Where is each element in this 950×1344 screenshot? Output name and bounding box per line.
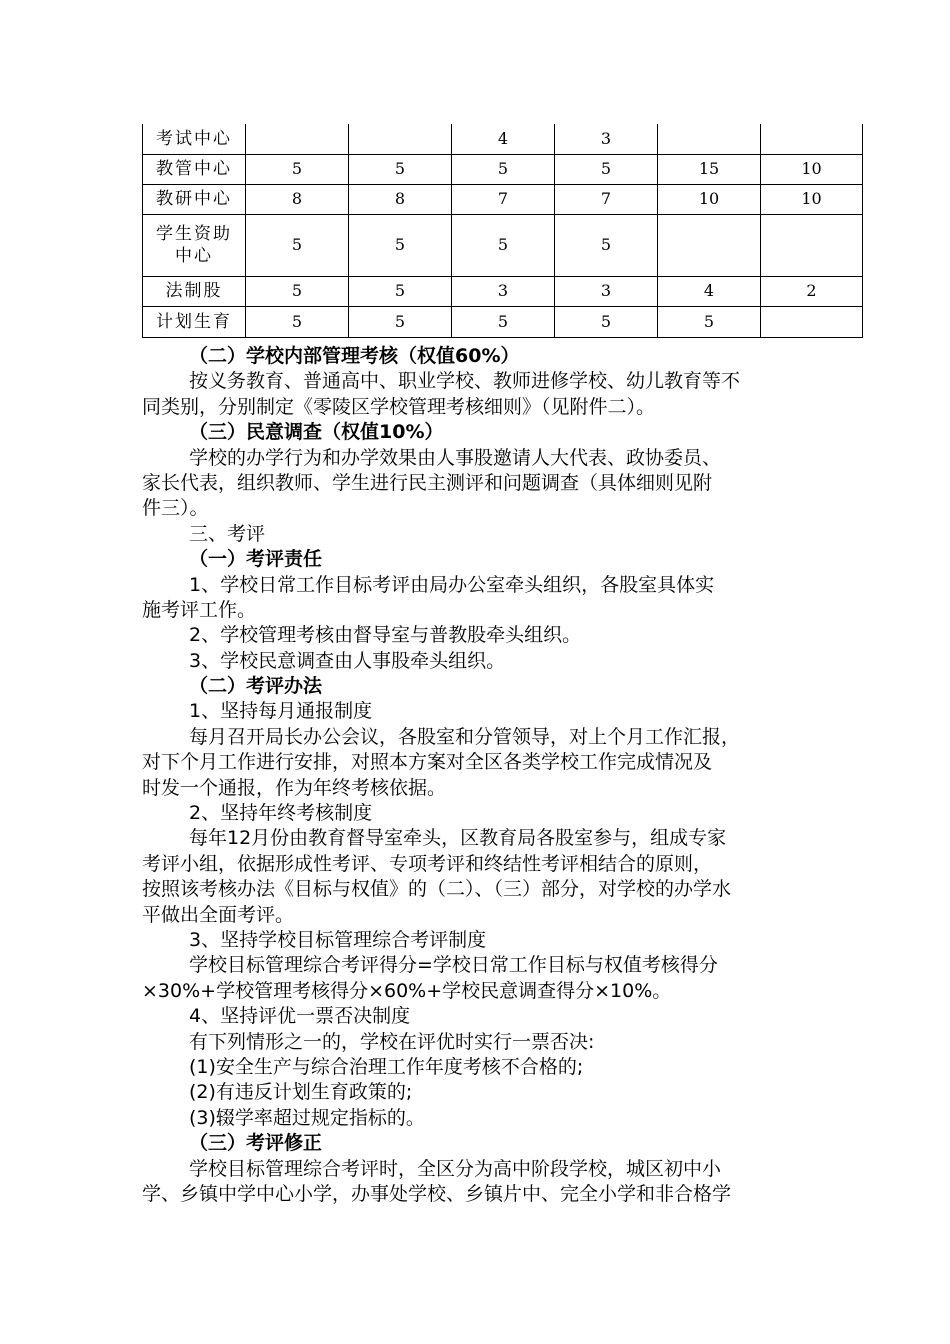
table-cell: 5 <box>555 306 658 337</box>
table-cell: 15 <box>658 154 761 184</box>
table-cell: 8 <box>349 184 452 214</box>
section-heading: （二）考评办法 <box>189 675 323 698</box>
table-cell: 3 <box>555 276 658 306</box>
row-label-line: 学生资助 <box>156 224 232 244</box>
table-cell: 5 <box>246 214 349 276</box>
table-cell: 10 <box>658 184 761 214</box>
table-cell: 5 <box>246 306 349 337</box>
table-cell <box>761 214 863 276</box>
table-row <box>143 154 863 184</box>
table-cell: 5 <box>452 214 555 276</box>
table-cell: 5 <box>555 154 658 184</box>
text-line: (3)辍学率超过规定指标的。 <box>189 1106 425 1129</box>
table-cell: 7 <box>452 184 555 214</box>
row-label: 法制股 <box>143 276 246 306</box>
text-line: 学校目标管理综合考评得分=学校日常工作目标与权值考核得分 <box>189 954 718 977</box>
section-heading: （一）考评责任 <box>189 548 323 571</box>
table-row <box>143 276 863 306</box>
text-line: 3、坚持学校目标管理综合考评制度 <box>189 928 487 951</box>
table-row <box>143 184 863 214</box>
table-cell <box>658 124 761 154</box>
table-cell: 7 <box>555 184 658 214</box>
text-line: 每年12月份由教育督导室牵头，区教育局各股室参与，组成专家 <box>189 827 727 850</box>
table-row <box>143 214 863 276</box>
row-label: 教研中心 <box>143 184 246 214</box>
text-line: 按义务教育、普通高中、职业学校、教师进修学校、幼儿教育等不 <box>189 370 741 393</box>
text-line: 1、学校日常工作目标考评由局办公室牵头组织，各股室具体实 <box>189 573 715 596</box>
table-cell: 5 <box>555 214 658 276</box>
row-label: 教管中心 <box>143 154 246 184</box>
table-cell: 5 <box>246 276 349 306</box>
text-line: 对下个月工作进行安排，对照本方案对全区各类学校工作完成情况及 <box>142 751 713 774</box>
table-cell: 5 <box>349 154 452 184</box>
table-cell: 5 <box>658 306 761 337</box>
text-line: 按照该考核办法《目标与权值》的（二）、（三）部分，对学校的办学水 <box>142 878 732 901</box>
table-cell: 5 <box>349 306 452 337</box>
text-line: 学、乡镇中学中心小学，办事处学校、乡镇片中、完全小学和非合格学 <box>142 1182 732 1205</box>
table-cell <box>349 124 452 154</box>
row-label: 计划生育 <box>143 306 246 337</box>
body-text <box>142 344 822 1207</box>
table-cell: 4 <box>658 276 761 306</box>
section-heading: （三）民意调查（权值10%） <box>189 421 444 444</box>
table-cell: 5 <box>452 306 555 337</box>
text-line: 平做出全面考评。 <box>142 903 295 926</box>
text-line: 2、学校管理考核由督导室与普教股牵头组织。 <box>189 624 582 647</box>
text-line: 1、坚持每月通报制度 <box>189 700 373 723</box>
table-cell: 4 <box>452 124 555 154</box>
text-line: 考评小组，依据形成性考评、专项考评和终结性考评相结合的原则， <box>142 852 713 875</box>
text-line: 同类别，分别制定《零陵区学校管理考核细则》（见附件二）。 <box>142 395 656 418</box>
text-line: 学校的办学行为和办学效果由人事股邀请人大代表、政协委员、 <box>189 446 722 469</box>
text-line: 件三）。 <box>142 497 209 520</box>
table-cell <box>246 124 349 154</box>
text-line: 三、考评 <box>189 522 266 545</box>
table-cell: 5 <box>349 214 452 276</box>
table-cell: 3 <box>555 124 658 154</box>
row-label-line: 中心 <box>175 246 213 266</box>
table-cell <box>761 306 863 337</box>
text-line: 学校目标管理综合考评时，全区分为高中阶段学校，城区初中小 <box>189 1157 722 1180</box>
table-cell: 5 <box>246 154 349 184</box>
text-line: 2、坚持年终考核制度 <box>189 802 373 825</box>
table-cell: 8 <box>246 184 349 214</box>
score-table <box>142 124 863 338</box>
text-line: 3、学校民意调查由人事股牵头组织。 <box>189 649 506 672</box>
row-label <box>143 214 246 276</box>
table-cell <box>658 214 761 276</box>
table-cell <box>761 124 863 154</box>
text-line: 时发一个通报，作为年终考核依据。 <box>142 776 447 799</box>
table-cell: 5 <box>452 154 555 184</box>
text-line: 每月召开局长办公会议，各股室和分管领导，对上个月工作汇报， <box>189 725 741 748</box>
table-cell: 10 <box>761 184 863 214</box>
text-line: 有下列情形之一的，学校在评优时实行一票否决: <box>189 1030 595 1053</box>
table-cell: 2 <box>761 276 863 306</box>
text-line: 施考评工作。 <box>142 598 257 621</box>
section-heading: （三）考评修正 <box>189 1132 323 1155</box>
row-label: 考试中心 <box>143 124 246 154</box>
table-cell: 5 <box>349 276 452 306</box>
table-cell: 10 <box>761 154 863 184</box>
text-line: (1)安全生产与综合治理工作年度考核不合格的; <box>189 1055 584 1078</box>
text-line: 4、坚持评优一票否决制度 <box>189 1005 411 1028</box>
table-cell: 3 <box>452 276 555 306</box>
text-line: 家长代表，组织教师、学生进行民主测评和问题调查（具体细则见附 <box>142 471 713 494</box>
text-line: ×30%+学校管理考核得分×60%+学校民意调查得分×10%。 <box>142 979 672 1002</box>
text-line: (2)有违反计划生育政策的; <box>189 1081 413 1104</box>
table-row <box>143 306 863 337</box>
table-row <box>143 124 863 154</box>
section-heading: （二）学校内部管理考核（权值60%） <box>189 345 520 367</box>
